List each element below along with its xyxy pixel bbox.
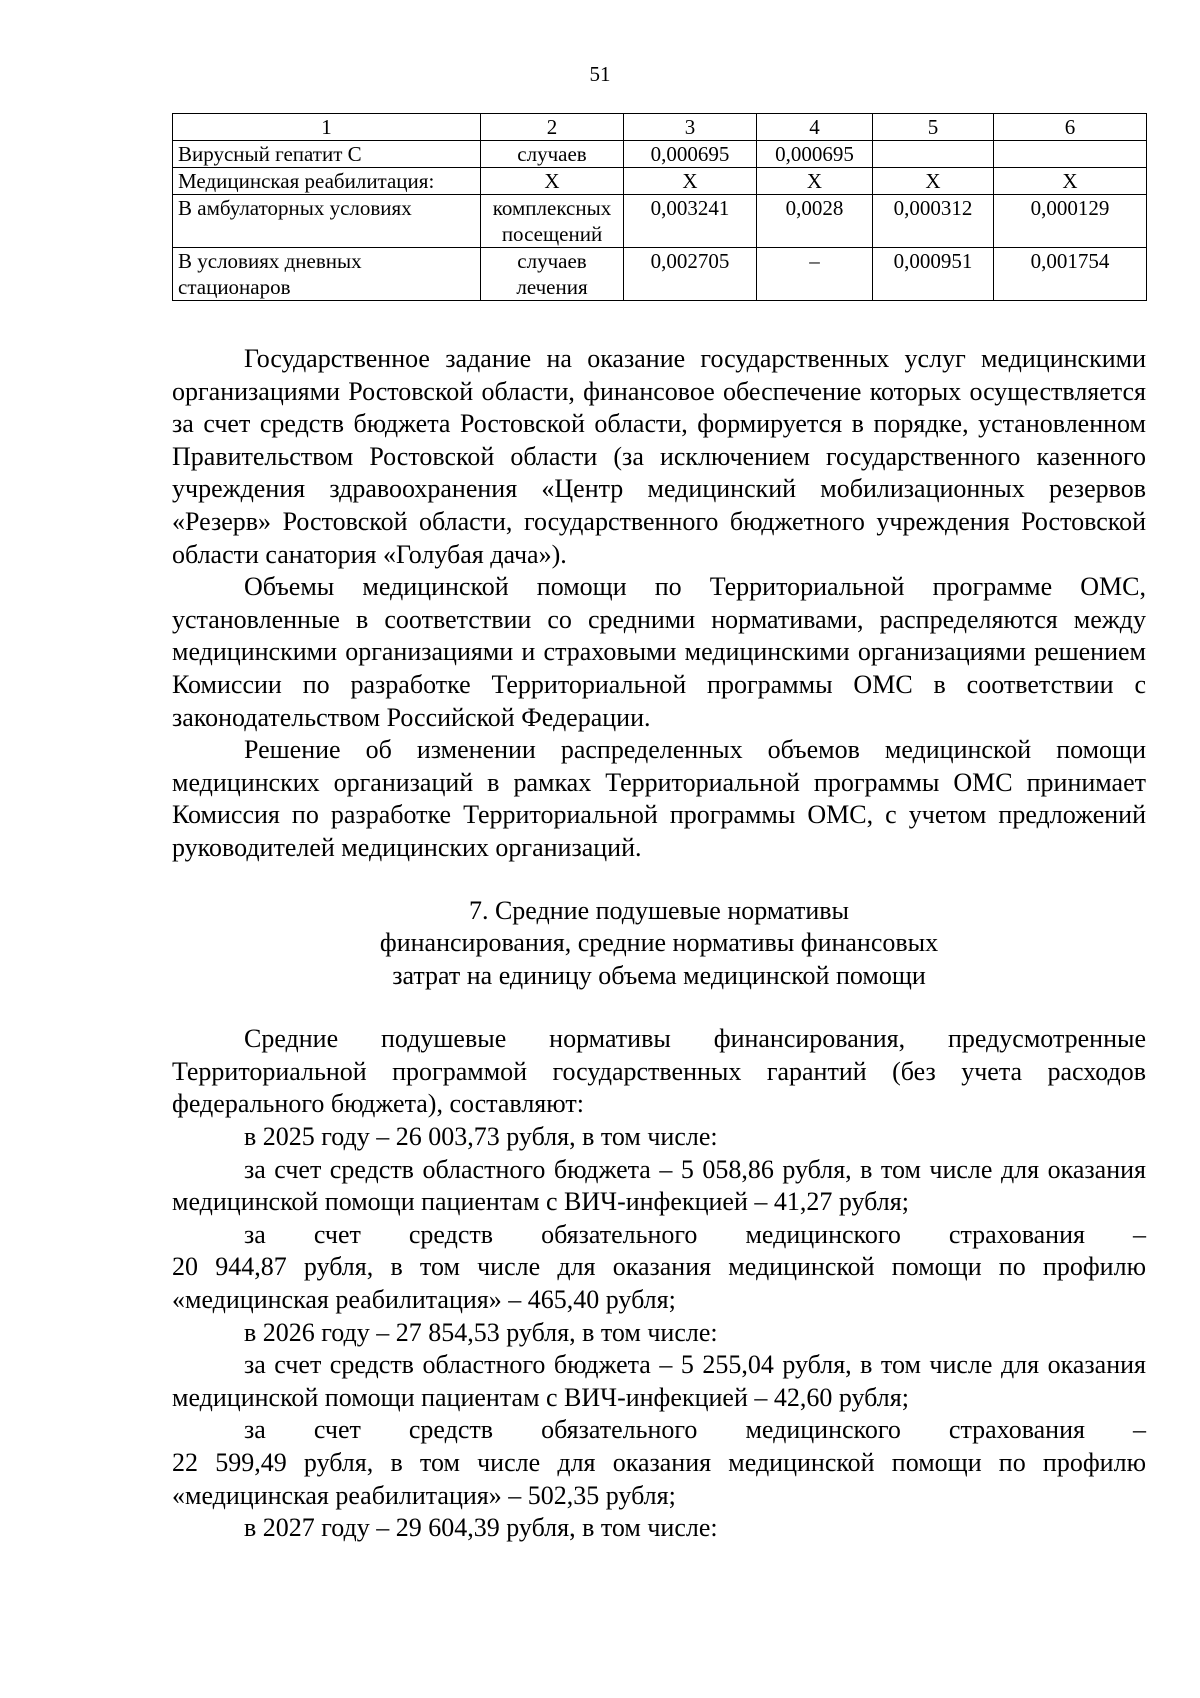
paragraph-2026-regional: за счет средств областного бюджета – 5 255,04 рубля, в том числе для оказания медицинской помощи пациентам с ВИЧ-инфекцией – 42,60 рубля; [172,1350,1146,1412]
table-cell: Медицинская реабилитация: [173,168,481,195]
table-cell: 0,000695 [757,141,873,168]
table-cell: Х [873,168,994,195]
table-cell: 0,000312 [873,195,994,248]
paragraph-2025-total: в 2025 году – 26 003,73 рубля, в том числе: [244,1122,718,1152]
paragraph-2026-oms-line: за счет средств обязательного медицинского страхования – [244,1415,1146,1445]
table-header-cell: 5 [873,114,994,141]
section-heading-line: финансирования, средние нормативы финансовых [379,928,939,958]
table-cell: 0,001754 [994,248,1147,301]
paragraph-oms-volumes: Объемы медицинской помощи по Территориальной программе ОМС, установленные в соответствии со средними нормативами, распределяются между медицинскими организациями и страховыми медицинскими организациями решением Комиссии по разработке Территориальной программы ОМС в соответствии с законодательством Российской Федерации. [172,572,1146,732]
table-header-cell: 2 [481,114,624,141]
table-cell: Х [994,168,1147,195]
section-heading-line: 7. Средние подушевые нормативы [468,895,850,925]
table-cell: Х [757,168,873,195]
table-cell: комплексных посещений [481,195,624,248]
table-cell [994,141,1147,168]
paragraph-intro: Средние подушевые нормативы финансирования, предусмотренные Территориальной программой государственных гарантий (без учета расходов федерального бюджета), составляют: [172,1024,1146,1119]
table-row [173,141,1147,168]
table-cell: Вирусный гепатит С [173,141,481,168]
paragraph-2026-total: в 2026 году – 27 854,53 рубля, в том числе: [244,1317,718,1347]
paragraph-2025-regional: за счет средств областного бюджета – 5 058,86 рубля, в том числе для оказания медицинской помощи пациентам с ВИЧ-инфекцией – 41,27 рубля; [172,1154,1146,1217]
table-row [173,195,1147,248]
paragraph-commission-decision: Решение об изменении распределенных объемов медицинской помощи медицинских организаций в рамках Территориальной программы ОМС принимает Комиссия по разработке Территориальной программы ОМС, с учетом предложений руководителей медицинских организаций. [172,735,1146,862]
table-row [173,248,1147,301]
norms-table [172,113,1147,301]
table-cell: 0,000695 [624,141,757,168]
table-cell: Х [624,168,757,195]
paragraph-2025-oms-line: за счет средств обязательного медицинского страхования – [244,1219,1146,1249]
table-cell: 0,003241 [624,195,757,248]
table-cell [873,141,994,168]
table-header-cell: 4 [757,114,873,141]
table-header-cell: 3 [624,114,757,141]
table-cell: 0,000129 [994,195,1147,248]
section-heading [172,895,1146,993]
table-cell: 0,000951 [873,248,994,301]
page-number: 51 [589,62,611,86]
table-cell: случаев [481,141,624,168]
table-cell: – [757,248,873,301]
paragraph-2027-total: в 2027 году – 29 604,39 рубля, в том числе: [244,1513,718,1543]
paragraph-2026-oms: 22 599,49 рубля, в том числе для оказания медицинской помощи по профилю «медицинская реабилитация» – 502,35 рубля; [172,1448,1146,1510]
paragraph-2025-oms: 20 944,87 рубля, в том числе для оказания медицинской помощи по профилю «медицинская реабилитация» – 465,40 рубля; [172,1252,1146,1315]
table-cell: 0,0028 [757,195,873,248]
table-cell: В амбулаторных условиях [173,195,481,248]
table-row [173,168,1147,195]
paragraph-state-assignment: Государственное задание на оказание государственных услуг медицинскими организациями Ростовской области, финансовое обеспечение которых осуществляется за счет средств бюджета Ростовской области, формируется в порядке, установленном Правительством Ростовской области (за исключением государственного казенного учреждения здравоохранения «Центр медицинский мобилизационных резервов «Резерв» Ростовской области, государственного бюджетного учреждения Ростовской области санатория «Голубая дача»). [172,344,1146,569]
table-header-cell: 6 [994,114,1147,141]
table-cell: 0,002705 [624,248,757,301]
document-body [172,343,1146,1545]
table-cell: случаев лечения [481,248,624,301]
table-header-row [173,114,1147,141]
table-cell: В условиях дневных стационаров [173,248,481,301]
table-cell: Х [481,168,624,195]
section-heading-line: затрат на единицу объема медицинской помощи [392,960,926,990]
table-header-cell: 1 [173,114,481,141]
